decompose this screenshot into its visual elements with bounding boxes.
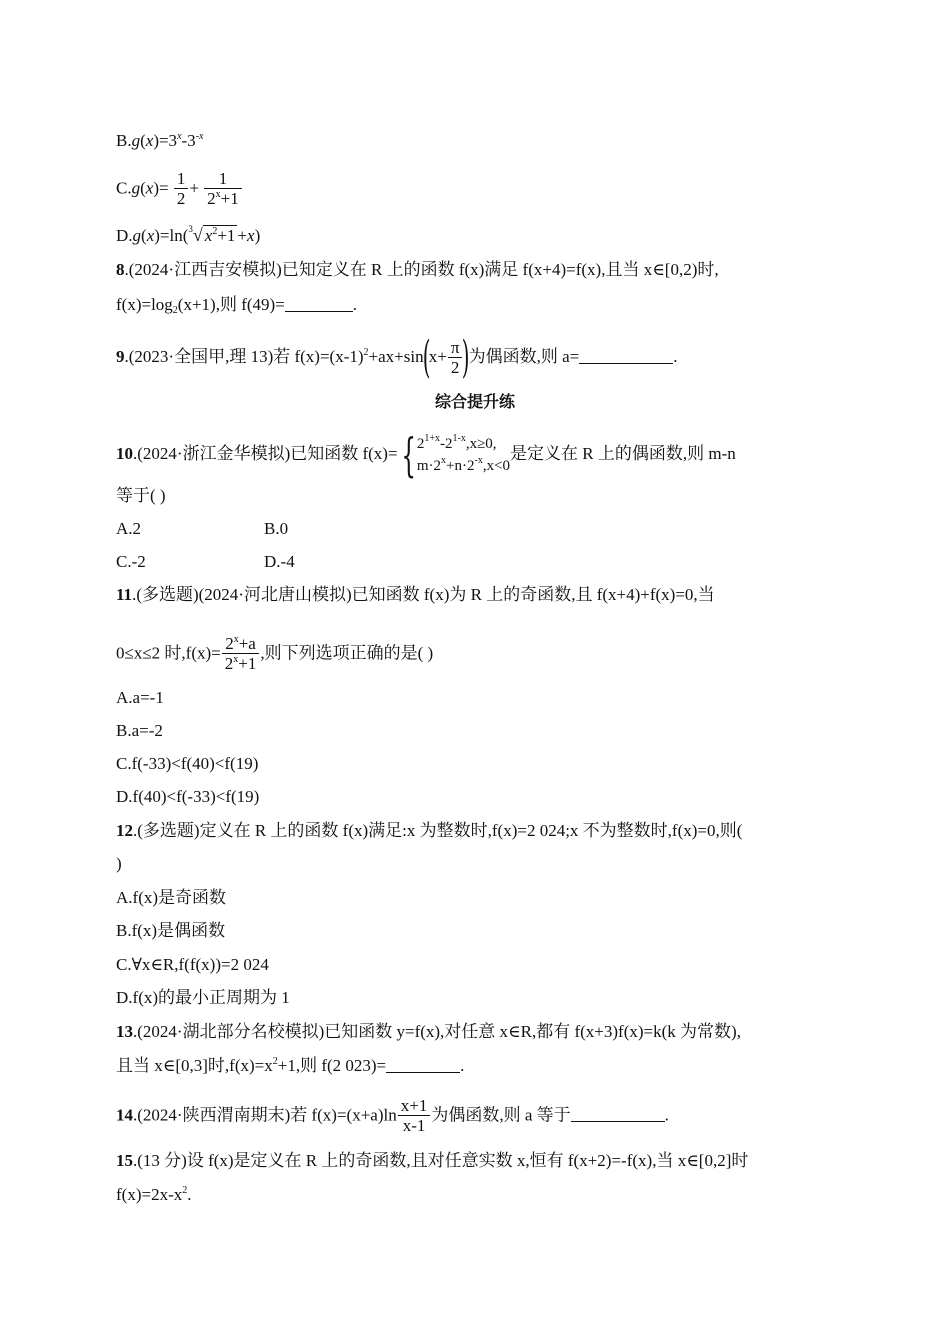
option-12d: D.f(x)的最小正周期为 1 [116, 988, 290, 1007]
fraction-11: $\frac{2^x+a}{2^x+1}$ [222, 635, 260, 674]
question-15-line1: 15.(13 分)设 f(x)是定义在 R 上的奇函数,且对任意实数 x,恒有 f(x+2)=-f(x),当 x∈[0,2]时 [116, 1151, 749, 1170]
question-12-line1: 12.(多选题)定义在 R 上的函数 f(x)满足:x 为整数时,f(x)=2 024;x 不为整数时,f(x)=0,则( [116, 821, 743, 840]
option-11c: C.f(-33)<f(40)<f(19) [116, 754, 259, 773]
question-11-line1: 11.(多选题)(2024·河北唐山模拟)已知函数 f(x)为 R 上的奇函数,且 f(x+4)+f(x)=0,当 [116, 585, 715, 604]
question-8-line1: 8.(2024·江西吉安模拟)已知定义在 R 上的函数 f(x)满足 f(x+4)=f(x),且当 x∈[0,2)时, [116, 260, 719, 279]
question-15-line2: $f(x)=2x-x^2$. [116, 1185, 192, 1204]
question-8-line2: $f(x)=\log_2(x+1)$,则 f(49)= . [116, 295, 358, 316]
option-12a: A.f(x)是奇函数 [116, 888, 227, 907]
question-12-line2: ) [116, 854, 122, 873]
option-7c: C.g(x)= $\frac{1}{2}$ + $\frac{1}{2^x+1}$ [116, 170, 243, 209]
answer-blank [386, 1058, 460, 1073]
option-11b: B.a=-2 [116, 721, 163, 740]
question-9: 9.(2023·全国甲,理 13)若 $f(x)=(x-1)^2+ax+\sin(x+$ $\frac{\pi}{2}$ )为偶函数,则 a= . [116, 332, 678, 383]
fraction-14: $\frac{x+1}{x-1}$ [398, 1097, 431, 1136]
option-10c: C.-2 [116, 552, 146, 571]
question-13-line2: 且当 x∈[0,3]时$,f(x)=x^2+1$,则 f(2 023)= . [116, 1056, 465, 1075]
answer-blank [571, 1107, 665, 1122]
option-11d: D.f(40)<f(-33)<f(19) [116, 787, 260, 806]
answer-blank [579, 349, 673, 364]
fraction-half: $\frac{1}{2}$ [174, 170, 189, 209]
option-12b: B.f(x)是偶函数 [116, 921, 226, 940]
option-10b: B.0 [264, 519, 289, 538]
cube-root-radicand: $x^2+1$ [204, 226, 236, 245]
option-7b: $B.g(x)=3^x-3^{-x}$ [116, 131, 204, 150]
question-13-line1: 13.(2024·湖北部分名校模拟)已知函数 y=f(x),对任意 x∈R,都有 f(x+3)f(x)=k(k 为常数), [116, 1022, 741, 1041]
section-title: 综合提升练 [434, 392, 515, 411]
option-7d: D.g(x)=ln($^3$√ $x^2+1 +x$) [116, 224, 261, 245]
option-12c: C.∀x∈R,f(f(x))=2 024 [116, 955, 269, 974]
option-10d: D.-4 [264, 552, 295, 571]
question-10-line2: 等于( ) [116, 486, 166, 505]
option-11a: A.a=-1 [116, 688, 164, 707]
question-11-line2: 0≤x≤2 时,f(x)= $\frac{2^x+a}{2^x+1}$ ,则下列选项正确的是( ) [116, 634, 434, 673]
piecewise-cases: $2^{1+x}-2^{1-x},x\ge 0$, $m\cdot 2^x+n\cdot 2^{-x},x<0$ [416, 433, 511, 474]
fraction-c2: $\frac{1}{2^x+1}$ [204, 170, 242, 209]
fraction-pi-half: $\frac{\pi}{2}$ [448, 339, 463, 378]
option-10a: A.2 [116, 519, 142, 538]
question-10-line1: 10.(2024·浙江金华模拟)已知函数 f(x)={ $2^{1+x}-2^{1-x},x\ge 0$, $m\cdot 2^x+n\cdot 2^{-x},x<0$ 是定义在 R 上的偶函数,则 m-n [116, 428, 736, 482]
answer-blank [285, 297, 353, 312]
question-14: 14.(2024·陕西渭南期末)若 f(x)=(x+a)ln $\frac{x+1}{x-1}$ 为偶函数,则 a 等于 . [116, 1096, 669, 1135]
